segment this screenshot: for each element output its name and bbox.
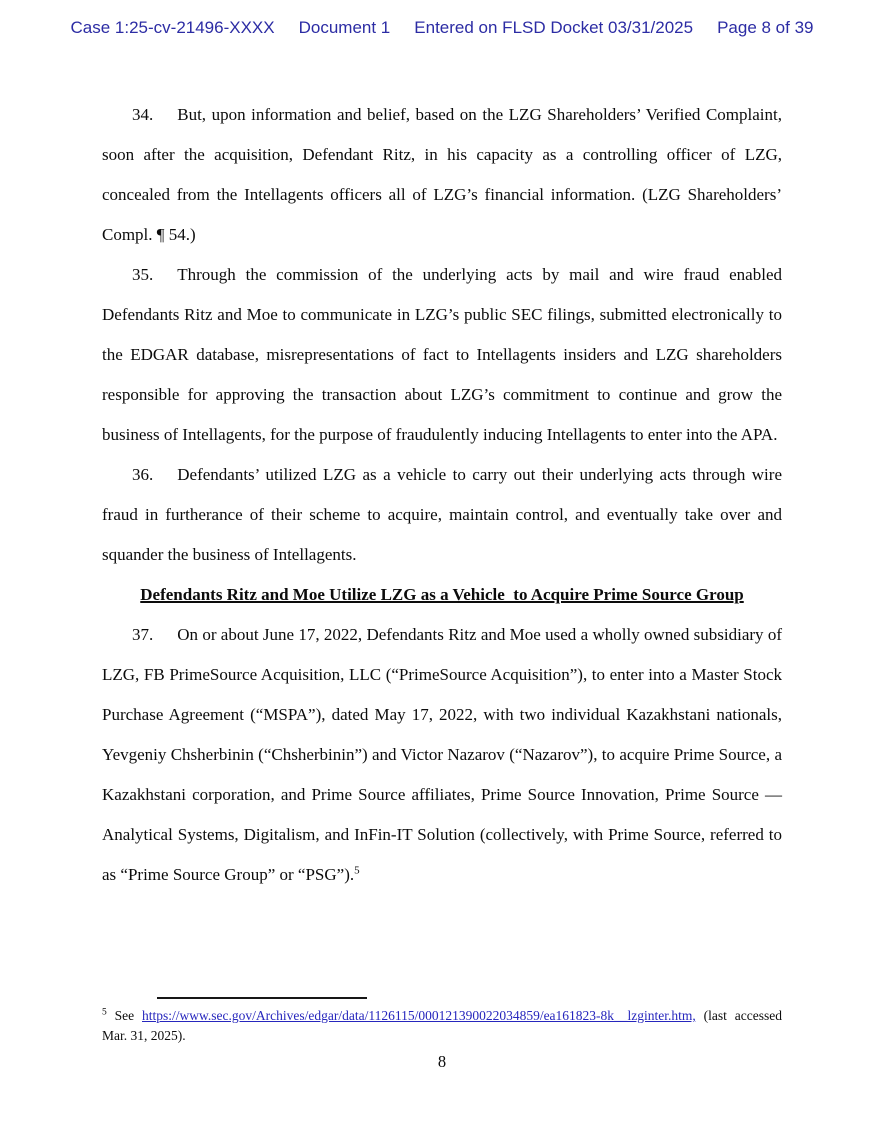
paragraph-37 [102,615,782,895]
footnote-5 [102,1006,782,1045]
footnote-5-number: 5 [102,1007,107,1018]
stamp-docket-entry: Entered on FLSD Docket 03/31/2025 [414,18,694,37]
footnote-5-lead: See [114,1008,135,1023]
footnote-separator-rule [157,997,367,999]
paragraph-34-text: But, upon information and belief, based on the LZG Shareholders’ Verified Complaint, soon after the acquisition, Defendant Ritz, in his capacity as a controlling officer of LZG, concealed from the Intellagents officers all of LZG’s financial information. (LZG Shareholders’ Compl. ¶ 54.) [102,105,782,244]
stamp-page-of: Page 8 of 39 [717,18,814,37]
document-body [102,95,782,895]
paragraph-36-number: 36. [132,465,154,484]
paragraph-36-text: Defendants’ utilized LZG as a vehicle to carry out their underlying acts through wire fraud in furtherance of their scheme to acquire, maintain control, and eventually take over and squander the business of Intellagents. [102,465,782,564]
stamp-document-number: Document 1 [298,18,391,37]
paragraph-35-text: Through the commission of the underlying acts by mail and wire fraud enabled Defendants Ritz and Moe to communicate in LZG’s public SEC filings, submitted electronically to the EDGAR database, misrepresentations of fact to Intellagents insiders and LZG shareholders responsible for approving the transaction about LZG’s commitment to continue and grow the business of Intellagents, for the purpose of fraudulently inducing Intellagents to enter into the APA. [102,265,782,444]
footnote-5-link[interactable]: https://www.sec.gov/Archives/edgar/data/1126115/000121390022034859/ea161823-8k__lzginter.htm, [142,1008,696,1023]
paragraph-37-text: On or about June 17, 2022, Defendants Ritz and Moe used a wholly owned subsidiary of LZG, FB PrimeSource Acquisition, LLC (“PrimeSource Acquisition”), to enter into a Master Stock Purchase Agreement (“MSPA”), dated May 17, 2022, with two individual Kazakhstani nationals, Yevgeniy Chsherbinin (“Chsherbinin”) and Victor Nazarov (“Nazarov”), to acquire Prime Source, a Kazakhstani corporation, and Prime Source affiliates, Prime Source Innovation, Prime Source — Analytical Systems, Digitalism, and InFin-IT Solution (collectively, with Prime Source, referred to as “Prime Source Group” or “PSG”). [102,625,782,884]
footnote-5-tail: (last accessed Mar. 31, 2025). [102,1008,782,1043]
footnote-reference-5: 5 [354,864,360,877]
ecf-header-stamp [0,18,884,38]
paragraph-35 [102,255,782,455]
page-number: 8 [437,1052,447,1071]
paragraph-35-number: 35. [132,265,154,284]
stamp-case-number: Case 1:25-cv-21496-XXXX [70,18,275,37]
paragraph-37-number: 37. [132,625,154,644]
paragraph-36 [102,455,782,575]
section-heading: Defendants Ritz and Moe Utilize LZG as a Vehicle to Acquire Prime Source Group [140,585,744,604]
paragraph-34 [102,95,782,255]
paragraph-34-number: 34. [132,105,154,124]
